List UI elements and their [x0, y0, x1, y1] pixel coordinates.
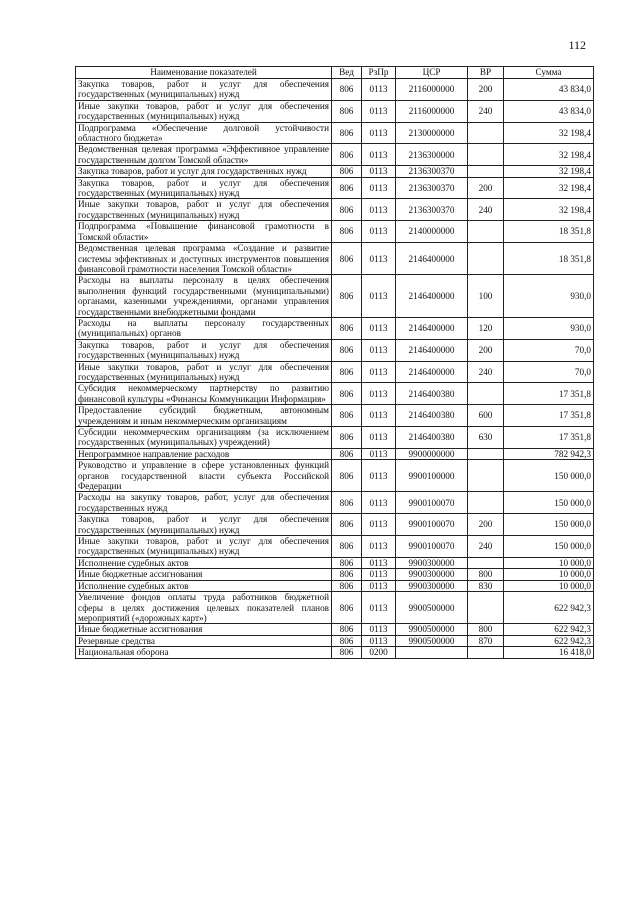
- cell-ved: 806: [332, 383, 362, 405]
- cell-name: Исполнение судебных актов: [76, 557, 332, 568]
- table-row: [76, 221, 594, 243]
- cell-csr: 2146400000: [396, 317, 468, 339]
- cell-rzpr: 0113: [362, 448, 396, 459]
- cell-vr: [468, 647, 504, 658]
- cell-rzpr: 0113: [362, 635, 396, 646]
- cell-sum: 150 000,0: [504, 460, 594, 492]
- table-row: [76, 339, 594, 361]
- cell-csr: 9900100070: [396, 536, 468, 558]
- cell-vr: 200: [468, 514, 504, 536]
- cell-rzpr: 0113: [362, 514, 396, 536]
- cell-rzpr: 0113: [362, 492, 396, 514]
- table-row: [76, 514, 594, 536]
- cell-name: Предоставление субсидий бюджетным, автономным учреждениям и иным некоммерческим организациям: [76, 405, 332, 427]
- table-row: [76, 536, 594, 558]
- table-row: [76, 144, 594, 166]
- cell-sum: 622 942,3: [504, 592, 594, 624]
- table-row: [76, 177, 594, 199]
- cell-ved: 806: [332, 580, 362, 591]
- table-row: [76, 243, 594, 275]
- table-row: [76, 592, 594, 624]
- cell-name: Иные бюджетные ассигнования: [76, 624, 332, 635]
- cell-vr: 830: [468, 580, 504, 591]
- cell-vr: 630: [468, 427, 504, 449]
- cell-sum: 17 351,8: [504, 427, 594, 449]
- cell-csr: 9900500000: [396, 635, 468, 646]
- cell-sum: 622 942,3: [504, 635, 594, 646]
- cell-name: Иные закупки товаров, работ и услуг для обеспечения государственных (муниципальных) нужд: [76, 361, 332, 383]
- cell-ved: 806: [332, 79, 362, 101]
- cell-name: Исполнение судебных актов: [76, 580, 332, 591]
- cell-sum: 18 351,8: [504, 243, 594, 275]
- cell-sum: 32 198,4: [504, 177, 594, 199]
- cell-ved: 806: [332, 405, 362, 427]
- cell-rzpr: 0113: [362, 361, 396, 383]
- cell-vr: 200: [468, 339, 504, 361]
- cell-name: Непрограммное направление расходов: [76, 448, 332, 459]
- cell-csr: 2146400000: [396, 275, 468, 318]
- table-row: [76, 317, 594, 339]
- cell-name: Подпрограмма «Обеспечение долговой устойчивости областного бюджета»: [76, 122, 332, 144]
- cell-vr: 600: [468, 405, 504, 427]
- cell-sum: 10 000,0: [504, 580, 594, 591]
- cell-rzpr: 0200: [362, 647, 396, 658]
- cell-vr: 240: [468, 536, 504, 558]
- cell-sum: 150 000,0: [504, 492, 594, 514]
- cell-sum: 43 834,0: [504, 100, 594, 122]
- cell-name: Резервные средства: [76, 635, 332, 646]
- cell-ved: 806: [332, 243, 362, 275]
- column-header-ved: Вед: [332, 67, 362, 79]
- cell-rzpr: 0113: [362, 383, 396, 405]
- table-row: [76, 122, 594, 144]
- cell-rzpr: 0113: [362, 243, 396, 275]
- cell-rzpr: 0113: [362, 624, 396, 635]
- cell-vr: [468, 144, 504, 166]
- cell-rzpr: 0113: [362, 405, 396, 427]
- table-row: [76, 492, 594, 514]
- cell-vr: [468, 122, 504, 144]
- column-header-vr: ВР: [468, 67, 504, 79]
- column-header-rzpr: РзПр: [362, 67, 396, 79]
- cell-ved: 806: [332, 122, 362, 144]
- cell-vr: 240: [468, 100, 504, 122]
- cell-name: Закупка товаров, работ и услуг для обеспечения государственных (муниципальных) нужд: [76, 177, 332, 199]
- cell-rzpr: 0113: [362, 536, 396, 558]
- cell-sum: 150 000,0: [504, 536, 594, 558]
- cell-sum: 782 942,3: [504, 448, 594, 459]
- table-row: [76, 100, 594, 122]
- table-row: [76, 448, 594, 459]
- cell-csr: 9900000000: [396, 448, 468, 459]
- table-row: [76, 275, 594, 318]
- cell-sum: 150 000,0: [504, 514, 594, 536]
- cell-rzpr: 0113: [362, 199, 396, 221]
- table-row: [76, 624, 594, 635]
- cell-csr: 9900500000: [396, 624, 468, 635]
- cell-csr: 2136300370: [396, 177, 468, 199]
- cell-csr: 2146400000: [396, 339, 468, 361]
- table-row: [76, 199, 594, 221]
- cell-name: Иные бюджетные ассигнования: [76, 569, 332, 580]
- cell-ved: 806: [332, 635, 362, 646]
- cell-name: Национальная оборона: [76, 647, 332, 658]
- table-row: [76, 79, 594, 101]
- cell-ved: 806: [332, 624, 362, 635]
- cell-csr: 2146400380: [396, 405, 468, 427]
- cell-rzpr: 0113: [362, 177, 396, 199]
- table-row: [76, 427, 594, 449]
- cell-name: Увеличение фондов оплаты труда работников бюджетной сферы в целях достижения целевых показателей планов мероприятий («дорожных карт»): [76, 592, 332, 624]
- cell-name: Иные закупки товаров, работ и услуг для обеспечения государственных (муниципальных) нужд: [76, 100, 332, 122]
- table-row: [76, 569, 594, 580]
- cell-ved: 806: [332, 536, 362, 558]
- cell-ved: 806: [332, 460, 362, 492]
- cell-rzpr: 0113: [362, 569, 396, 580]
- cell-ved: 806: [332, 177, 362, 199]
- cell-rzpr: 0113: [362, 580, 396, 591]
- cell-vr: [468, 383, 504, 405]
- cell-rzpr: 0113: [362, 339, 396, 361]
- cell-ved: 806: [332, 199, 362, 221]
- cell-csr: 2146400380: [396, 427, 468, 449]
- table-row: [76, 460, 594, 492]
- cell-vr: 200: [468, 79, 504, 101]
- table-row: [76, 361, 594, 383]
- cell-ved: 806: [332, 557, 362, 568]
- cell-csr: 9900300000: [396, 557, 468, 568]
- cell-sum: 17 351,8: [504, 383, 594, 405]
- cell-ved: 806: [332, 166, 362, 177]
- cell-sum: 32 198,4: [504, 199, 594, 221]
- cell-csr: 2130000000: [396, 122, 468, 144]
- cell-csr: 2116000000: [396, 100, 468, 122]
- cell-name: Расходы на выплаты персоналу государственных (муниципальных) органов: [76, 317, 332, 339]
- cell-ved: 806: [332, 448, 362, 459]
- cell-vr: [468, 243, 504, 275]
- cell-csr: 2146400000: [396, 243, 468, 275]
- cell-name: Руководство и управление в сфере установленных функций органов государственной власти субъекта Российской Федерации: [76, 460, 332, 492]
- cell-sum: 70,0: [504, 361, 594, 383]
- cell-vr: 800: [468, 624, 504, 635]
- cell-csr: 9900300000: [396, 569, 468, 580]
- cell-ved: 806: [332, 427, 362, 449]
- cell-csr: 9900300000: [396, 580, 468, 591]
- cell-vr: [468, 492, 504, 514]
- cell-csr: [396, 647, 468, 658]
- cell-vr: [468, 592, 504, 624]
- cell-sum: 17 351,8: [504, 405, 594, 427]
- cell-rzpr: 0113: [362, 427, 396, 449]
- cell-name: Закупка товаров, работ и услуг для государственных нужд: [76, 166, 332, 177]
- cell-csr: 2140000000: [396, 221, 468, 243]
- cell-vr: [468, 460, 504, 492]
- cell-vr: [468, 221, 504, 243]
- column-header-sum: Сумма: [504, 67, 594, 79]
- table-body: [76, 79, 594, 659]
- cell-csr: 9900100070: [396, 492, 468, 514]
- table-row: [76, 383, 594, 405]
- cell-rzpr: 0113: [362, 460, 396, 492]
- cell-rzpr: 0113: [362, 144, 396, 166]
- cell-rzpr: 0113: [362, 221, 396, 243]
- cell-name: Ведомственная целевая программа «Создание и развитие системы эффективных и доступных инструментов повышения финансовой грамотности населения Томской области»: [76, 243, 332, 275]
- cell-rzpr: 0113: [362, 166, 396, 177]
- cell-rzpr: 0113: [362, 275, 396, 318]
- cell-name: Расходы на выплаты персоналу в целях обеспечения выполнения функций государственными (муниципальными) органами, казенными учреждениями, органами управления государственными внебюджетными фондами: [76, 275, 332, 318]
- cell-sum: 930,0: [504, 275, 594, 318]
- cell-vr: [468, 166, 504, 177]
- page-number: 112: [568, 38, 586, 52]
- cell-csr: 9900100070: [396, 514, 468, 536]
- cell-csr: 2146400000: [396, 361, 468, 383]
- cell-vr: 800: [468, 569, 504, 580]
- column-header-csr: ЦСР: [396, 67, 468, 79]
- cell-vr: [468, 448, 504, 459]
- cell-rzpr: 0113: [362, 592, 396, 624]
- cell-ved: 806: [332, 592, 362, 624]
- cell-name: Закупка товаров, работ и услуг для обеспечения государственных (муниципальных) нужд: [76, 339, 332, 361]
- cell-sum: 32 198,4: [504, 144, 594, 166]
- cell-rzpr: 0113: [362, 79, 396, 101]
- cell-csr: 2116000000: [396, 79, 468, 101]
- cell-ved: 806: [332, 100, 362, 122]
- cell-sum: 10 000,0: [504, 569, 594, 580]
- cell-sum: 10 000,0: [504, 557, 594, 568]
- cell-name: Закупка товаров, работ и услуг для обеспечения государственных (муниципальных) нужд: [76, 79, 332, 101]
- cell-sum: 622 942,3: [504, 624, 594, 635]
- cell-name: Субсидия некоммерческому партнерству по развитию финансовой культуры «Финансы Коммуникации Информация»: [76, 383, 332, 405]
- cell-csr: 2136300000: [396, 144, 468, 166]
- cell-name: Иные закупки товаров, работ и услуг для обеспечения государственных (муниципальных) нужд: [76, 536, 332, 558]
- cell-csr: 2136300370: [396, 199, 468, 221]
- cell-sum: 32 198,4: [504, 166, 594, 177]
- cell-ved: 806: [332, 514, 362, 536]
- column-header-name: Наименование показателей: [76, 67, 332, 79]
- cell-vr: 120: [468, 317, 504, 339]
- cell-ved: 806: [332, 221, 362, 243]
- cell-csr: 9900500000: [396, 592, 468, 624]
- cell-ved: 806: [332, 275, 362, 318]
- cell-name: Ведомственная целевая программа «Эффективное управление государственным долгом Томской области»: [76, 144, 332, 166]
- cell-vr: [468, 557, 504, 568]
- cell-vr: 200: [468, 177, 504, 199]
- cell-sum: 16 418,0: [504, 647, 594, 658]
- cell-sum: 43 834,0: [504, 79, 594, 101]
- cell-vr: 100: [468, 275, 504, 318]
- cell-rzpr: 0113: [362, 122, 396, 144]
- table-row: [76, 557, 594, 568]
- table-row: [76, 405, 594, 427]
- table-row: [76, 635, 594, 646]
- cell-rzpr: 0113: [362, 317, 396, 339]
- table-header-row: [76, 67, 594, 79]
- cell-sum: 18 351,8: [504, 221, 594, 243]
- table-row: [76, 580, 594, 591]
- cell-sum: 32 198,4: [504, 122, 594, 144]
- cell-ved: 806: [332, 647, 362, 658]
- budget-table: [75, 66, 594, 659]
- cell-rzpr: 0113: [362, 557, 396, 568]
- cell-ved: 806: [332, 339, 362, 361]
- cell-ved: 806: [332, 569, 362, 580]
- cell-name: Закупка товаров, работ и услуг для обеспечения государственных (муниципальных) нужд: [76, 514, 332, 536]
- cell-name: Расходы на закупку товаров, работ, услуг для обеспечения государственных нужд: [76, 492, 332, 514]
- table-row: [76, 647, 594, 658]
- cell-ved: 806: [332, 361, 362, 383]
- cell-csr: 9900100000: [396, 460, 468, 492]
- cell-vr: 240: [468, 199, 504, 221]
- cell-vr: 870: [468, 635, 504, 646]
- cell-rzpr: 0113: [362, 100, 396, 122]
- cell-name: Иные закупки товаров, работ и услуг для обеспечения государственных (муниципальных) нужд: [76, 199, 332, 221]
- table-row: [76, 166, 594, 177]
- cell-name: Субсидии некоммерческим организациям (за исключением государственных (муниципальных) учреждений): [76, 427, 332, 449]
- cell-vr: 240: [468, 361, 504, 383]
- cell-name: Подпрограмма «Повышение финансовой грамотности в Томской области»: [76, 221, 332, 243]
- cell-ved: 806: [332, 492, 362, 514]
- cell-sum: 930,0: [504, 317, 594, 339]
- cell-ved: 806: [332, 317, 362, 339]
- cell-csr: 2146400380: [396, 383, 468, 405]
- cell-ved: 806: [332, 144, 362, 166]
- cell-sum: 70,0: [504, 339, 594, 361]
- cell-csr: 2136300370: [396, 166, 468, 177]
